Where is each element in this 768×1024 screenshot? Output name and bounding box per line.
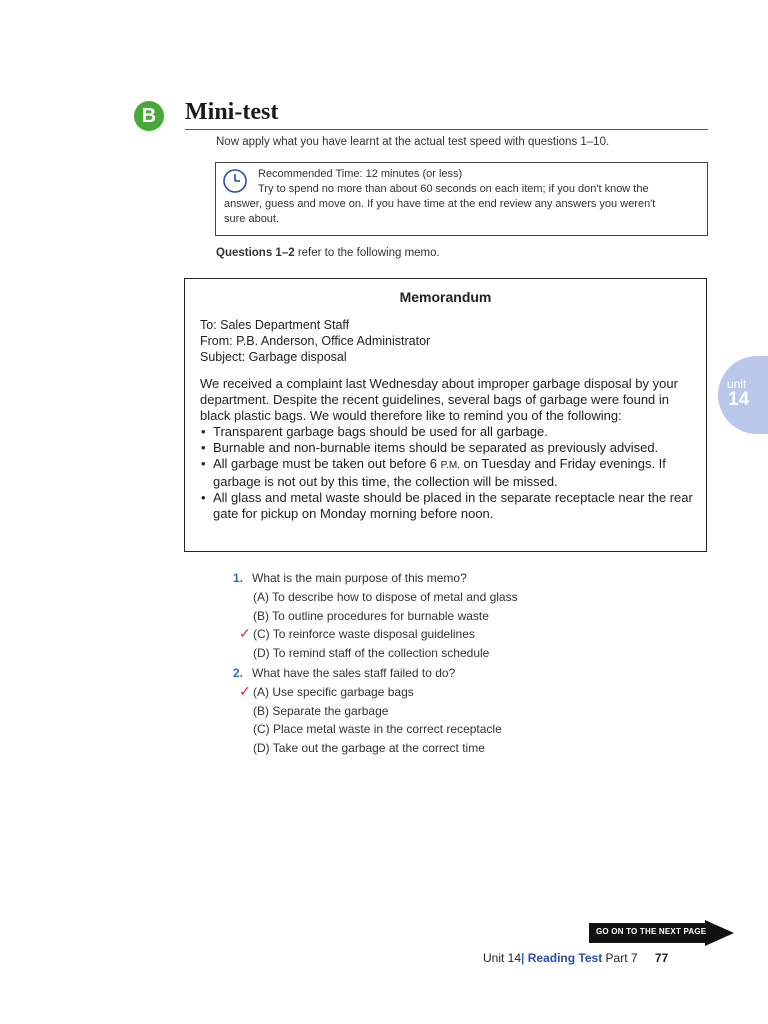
footer-unit: Unit 14 xyxy=(483,951,522,965)
question-number: 1. xyxy=(233,571,244,585)
memo-body xyxy=(200,376,695,522)
questions-ref-text: refer to the following memo. xyxy=(294,247,440,259)
answer-option[interactable]: (A) To describe how to dispose of metal and glass xyxy=(253,590,518,604)
answer-options xyxy=(233,683,502,757)
time-advice-line: Try to spend no more than about 60 seconds on each item; if you don't know the xyxy=(258,183,649,195)
recommended-time-box xyxy=(215,162,708,236)
answer-option-selected[interactable] xyxy=(239,683,502,702)
question-2 xyxy=(233,664,502,757)
memo-bullet: • Burnable and non-burnable items should be separated as previously advised. xyxy=(200,440,695,456)
answer-option[interactable]: (B) To outline procedures for burnable waste xyxy=(253,608,489,623)
memo-title: Memorandum xyxy=(399,289,492,305)
memo-bullet-text: on Tuesday and Friday evenings. If garbage is not out by this time, the collection will be missed. xyxy=(213,456,666,489)
answer-option-text: (A) Use specific garbage bags xyxy=(253,685,414,699)
memo-pm: P.M. xyxy=(440,460,460,471)
clock-icon xyxy=(222,168,248,194)
page-number: 77 xyxy=(654,951,669,965)
unit-tab xyxy=(718,356,768,434)
memo-bullet: • Transparent garbage bags should be used for all garbage. xyxy=(200,424,695,440)
title-divider xyxy=(185,129,708,130)
memo-from: From: P.B. Anderson, Office Administrator xyxy=(200,334,431,348)
memo-bullet-list xyxy=(200,424,695,522)
memo-box xyxy=(184,278,707,552)
footer-reading-test: Reading Test xyxy=(527,951,603,965)
question-text: What have the sales staff failed to do? xyxy=(252,666,456,680)
time-advice-line: answer, guess and move on. If you have time at the end review any answers you weren't xyxy=(224,198,656,210)
recommended-time: Recommended Time: 12 minutes (or less) xyxy=(258,168,463,180)
memo-paragraph: We received a complaint last Wednesday about improper garbage disposal by your department. Despite the recent guidelines, several bags of garbage were found in black plastic bags. We would therefore like to remind you of the following: xyxy=(200,376,678,423)
unit-tab-label: unit xyxy=(727,377,747,391)
footer-separator: | xyxy=(521,951,525,965)
answer-option[interactable]: (C) Place metal waste in the correct receptacle xyxy=(253,722,502,736)
answer-option[interactable]: (B) Separate the garbage xyxy=(253,703,389,718)
memo-bullet: • All glass and metal waste should be placed in the separate receptacle near the rear gate for pickup on Monday morning before noon. xyxy=(200,490,695,522)
next-page-label[interactable]: GO ON TO THE NEXT PAGE xyxy=(596,927,707,936)
check-mark-icon: ✓ xyxy=(239,625,251,641)
section-b-badge: B xyxy=(134,101,164,131)
question-number: 2. xyxy=(233,666,244,680)
memo-bullet-text: All garbage must be taken out before 6 xyxy=(213,456,441,471)
questions-range: Questions 1–2 xyxy=(216,247,295,259)
answer-option-selected[interactable] xyxy=(239,625,518,644)
question-1 xyxy=(233,569,518,662)
page-footer xyxy=(483,951,668,965)
memo-subject: Subject: Garbage disposal xyxy=(200,350,347,364)
answer-options xyxy=(233,588,518,662)
memo-bullet xyxy=(200,456,695,490)
footer-part: Part 7 xyxy=(602,951,638,965)
time-advice-line: sure about. xyxy=(224,213,280,225)
check-mark-icon: ✓ xyxy=(239,683,251,699)
section-title: Mini-test xyxy=(185,99,279,125)
question-stem xyxy=(233,569,518,587)
answer-option[interactable]: (D) Take out the garbage at the correct time xyxy=(253,740,485,755)
answer-option[interactable]: (D) To remind staff of the collection schedule xyxy=(253,645,490,660)
answer-option-text: (C) To reinforce waste disposal guidelines xyxy=(253,627,475,641)
question-text: What is the main purpose of this memo? xyxy=(252,571,467,585)
memo-to: To: Sales Department Staff xyxy=(200,318,350,332)
unit-tab-number: 14 xyxy=(728,389,750,410)
memo-header xyxy=(200,317,706,365)
intro-text: Now apply what you have learnt at the actual test speed with questions 1–10. xyxy=(216,136,610,148)
questions-reference xyxy=(216,247,440,259)
question-stem xyxy=(233,664,502,682)
